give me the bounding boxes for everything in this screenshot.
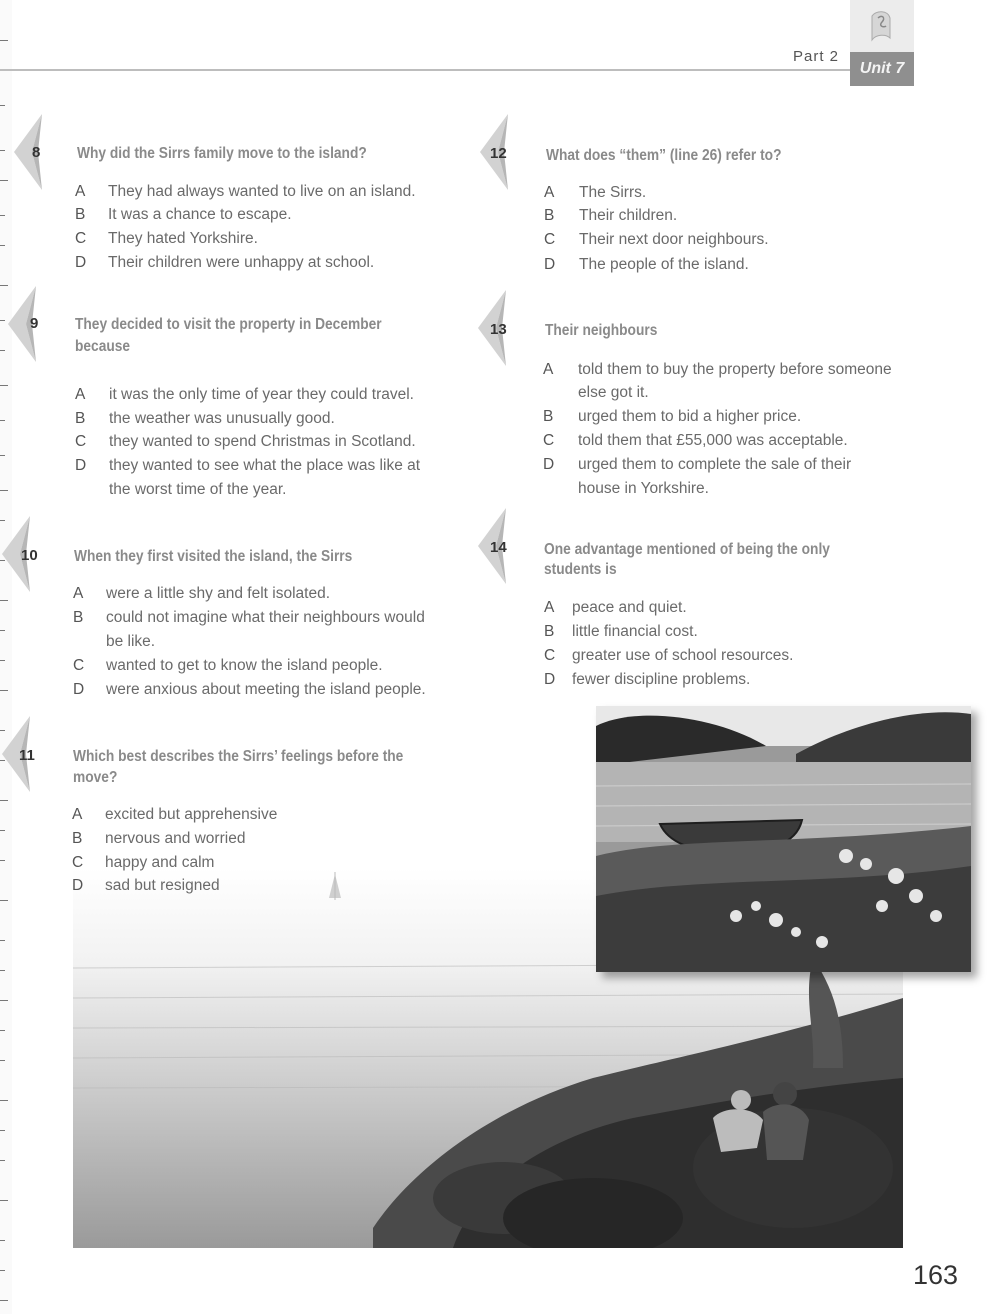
edge-tick (0, 800, 8, 801)
edge-tick (0, 1130, 5, 1131)
edge-tick (0, 560, 5, 561)
question-marker-12 (478, 114, 536, 190)
edge-tick (0, 40, 8, 41)
unit-tab: Unit 7 (850, 52, 914, 86)
edge-tick (0, 760, 5, 761)
edge-tick (0, 830, 5, 831)
edge-tick (0, 455, 5, 456)
edge-tick (0, 150, 5, 151)
question-number-11: 11 (19, 747, 35, 764)
edge-tick (0, 180, 8, 181)
page-edge (0, 0, 12, 1314)
question-title-14-line-1: One advantage mentioned of being the only (544, 541, 830, 558)
edge-tick (0, 1000, 8, 1001)
edge-tick (0, 970, 5, 971)
question-number-13: 13 (490, 321, 507, 338)
option-13-a[interactable]: A told them to buy the property before someone else got it. (543, 361, 892, 401)
option-14-a[interactable]: A peace and quiet. (544, 599, 687, 616)
option-14-d[interactable]: D fewer discipline problems. (544, 671, 751, 688)
question-title-8: Why did the Sirrs family move to the island? (77, 145, 367, 162)
edge-tick (0, 940, 5, 941)
option-8-a[interactable]: A They had always wanted to live on an island. (75, 183, 416, 200)
edge-tick (0, 385, 8, 386)
option-13-c[interactable]: C told them that £55,000 was acceptable. (543, 432, 848, 449)
option-13-d[interactable]: D urged them to complete the sale of their house in Yorkshire. (543, 456, 852, 497)
option-9-d[interactable]: D they wanted to see what the place was like at the worst time of the year. (75, 457, 421, 498)
edge-tick (0, 520, 5, 521)
option-14-b[interactable]: B little financial cost. (544, 623, 698, 640)
edge-tick (0, 1030, 5, 1031)
option-11-d[interactable]: D sad but resigned (72, 877, 220, 894)
edge-tick (0, 690, 8, 691)
option-10-a[interactable]: A were a little shy and felt isolated. (73, 585, 331, 602)
option-13-b[interactable]: B urged them to bid a higher price. (543, 408, 802, 425)
edge-tick (0, 350, 5, 351)
edge-tick (0, 1270, 5, 1271)
question-title-9-line-1: They decided to visit the property in December (75, 316, 382, 333)
edge-tick (0, 1300, 8, 1301)
option-8-c[interactable]: C They hated Yorkshire. (75, 230, 258, 247)
edge-tick (0, 900, 8, 901)
edge-tick (0, 860, 5, 861)
edge-tick (0, 1200, 8, 1201)
edge-tick (0, 245, 5, 246)
option-9-c[interactable]: C they wanted to spend Christmas in Scotland. (75, 433, 416, 450)
question-title-12: What does “them” (line 26) refer to? (546, 147, 782, 164)
question-title-9-line-2: because (75, 338, 131, 355)
option-12-b[interactable]: B Their children. (544, 207, 678, 224)
edge-tick (0, 660, 5, 661)
option-11-c[interactable]: C happy and calm (72, 854, 215, 871)
edge-tick (0, 730, 5, 731)
edge-tick (0, 1060, 5, 1061)
option-8-d[interactable]: D Their children were unhappy at school. (75, 254, 375, 271)
option-14-c[interactable]: C greater use of school resources. (544, 647, 794, 664)
option-9-b[interactable]: B the weather was unusually good. (75, 410, 335, 427)
edge-tick (0, 1240, 5, 1241)
option-8-b[interactable]: B It was a chance to escape. (75, 206, 292, 223)
edge-tick (0, 285, 8, 286)
question-title-10: When they first visited the island, the Sirrs (74, 548, 353, 565)
option-11-b[interactable]: B nervous and worried (72, 830, 246, 847)
question-marker-8 (12, 114, 70, 190)
edge-tick (0, 600, 8, 601)
rowing-boat-photo (596, 706, 971, 972)
part-label: Part 2 (793, 48, 840, 65)
edge-tick (0, 1100, 8, 1101)
header-rule (0, 69, 850, 71)
scroll-ribbon-icon (866, 10, 898, 46)
option-12-a[interactable]: A The Sirrs. (544, 184, 647, 201)
edge-tick (0, 630, 5, 631)
edge-tick (0, 490, 8, 491)
option-11-a[interactable]: A excited but apprehensive (72, 806, 278, 823)
question-title-14-line-2: students is (544, 561, 617, 578)
edge-tick (0, 320, 5, 321)
edge-tick (0, 215, 5, 216)
option-10-c[interactable]: C wanted to get to know the island people. (73, 657, 383, 674)
question-number-12: 12 (490, 145, 507, 162)
edge-tick (0, 420, 5, 421)
option-12-c[interactable]: C Their next door neighbours. (544, 231, 769, 248)
question-number-8: 8 (32, 144, 41, 161)
page-number: 163 (913, 1260, 959, 1290)
question-title-13: Their neighbours (545, 322, 658, 339)
edge-tick (0, 105, 5, 106)
question-number-10: 10 (21, 547, 38, 564)
edge-tick (0, 1160, 5, 1161)
question-title-11-line-1: Which best describes the Sirrs’ feelings before the (73, 748, 404, 765)
option-12-d[interactable]: D The people of the island. (544, 256, 749, 273)
option-10-d[interactable]: D were anxious about meeting the island people. (73, 681, 426, 698)
question-number-9: 9 (30, 315, 39, 332)
question-number-14: 14 (490, 539, 507, 556)
option-10-b[interactable]: B could not imagine what their neighbours would be like. (73, 609, 425, 650)
question-title-11-line-2: move? (73, 769, 118, 786)
option-9-a[interactable]: A it was the only time of year they could travel. (75, 386, 414, 403)
